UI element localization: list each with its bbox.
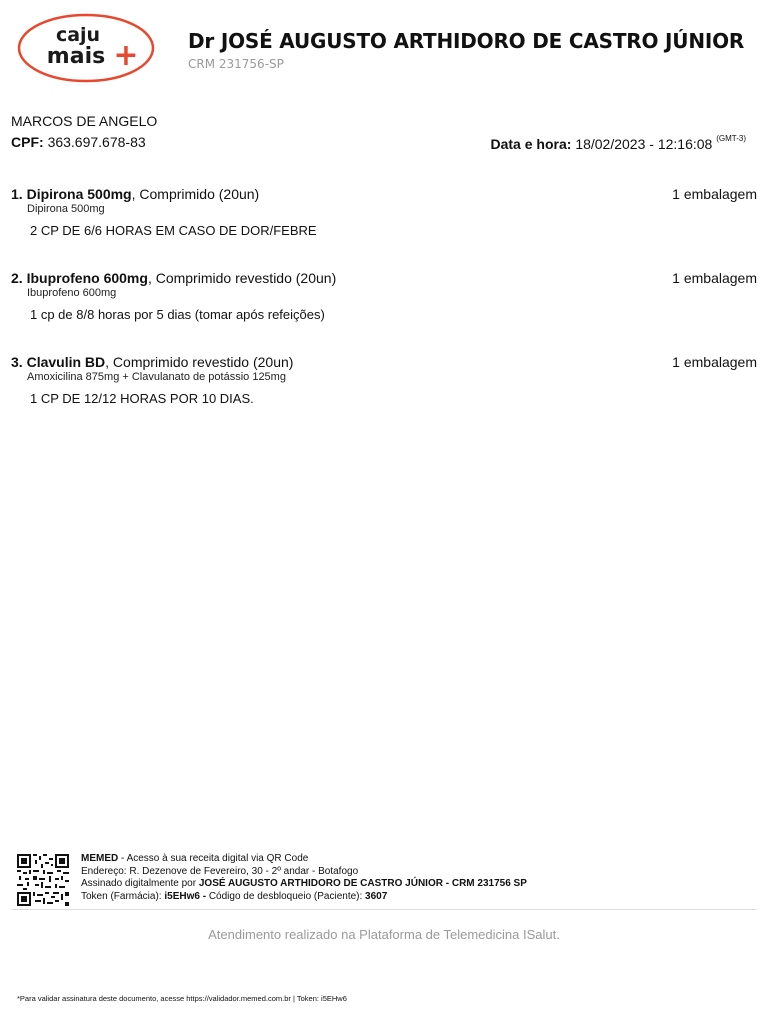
item-title [11,270,757,286]
datetime-value: 18/02/2023 - 12:16:08 [575,136,713,152]
item-form: , Comprimido revestido (20un) [147,270,337,286]
caju-mais-logo [16,12,156,84]
item-quantity: 1 embalagem [672,270,757,286]
cpf-label: CPF: [11,134,44,150]
item-number: 2. [11,270,23,286]
logo-text-top: caju [55,24,101,46]
item-number: 1. [11,186,23,202]
item-composition: Ibuprofeno 600mg [27,287,117,299]
token-prefix: Token (Farmácia): [81,890,165,902]
item-quantity: 1 embalagem [672,354,757,370]
unlock-prefix: Código de desbloqueio (Paciente): [206,890,366,902]
item-instructions: 1 CP DE 12/12 HORAS POR 10 DIAS. [30,391,254,406]
datetime-label: Data e hora: [490,136,572,152]
item-title [11,354,757,370]
item-form: , Comprimido (20un) [131,186,260,202]
address-line: Endereço: R. Dezenove de Fevereiro, 30 - 2º andar - Botafogo [81,865,359,877]
prescription-datetime [491,136,747,152]
cpf-value: 363.697.678-83 [47,134,146,150]
logo-plus: + [113,38,139,73]
footer-divider [11,909,757,910]
item-name: Clavulin BD [26,354,106,370]
timezone: (GMT-3) [716,134,746,143]
doctor-name: Dr JOSÉ AUGUSTO ARTHIDORO DE CASTRO JÚNIOR [188,29,745,53]
item-composition: Dipirona 500mg [27,203,105,215]
item-instructions: 1 cp de 8/8 horas por 5 dias (tomar após refeições) [30,307,325,322]
item-number: 3. [11,354,23,370]
patient-cpf [11,134,146,150]
prescription-item [11,354,757,406]
prescription-item [11,186,757,238]
item-composition: Amoxicilina 875mg + Clavulanato de potássio 125mg [27,371,286,383]
item-name: Ibuprofeno 600mg [26,270,148,286]
unlock-value: 3607 [365,890,388,902]
memed-label: MEMED [81,853,119,864]
signed-line [81,878,527,891]
signed-prefix: Assinado digitalmente por [81,878,199,889]
prescription-item [11,270,757,322]
signature-info [81,853,527,903]
platform-note: Atendimento realizado na Plataforma de Telemedicina ISalut. [208,927,560,942]
item-form: , Comprimido revestido (20un) [105,354,294,370]
memed-line [81,853,527,866]
item-instructions: 2 CP DE 6/6 HORAS EM CASO DE DOR/FEBRE [30,223,317,238]
signed-name: JOSÉ AUGUSTO ARTHIDORO DE CASTRO JÚNIOR - CRM 231756 SP [198,878,527,889]
validation-note: *Para validar assinatura deste documento, acesse https://validador.memed.com.br | Token: i5EHw6 [17,994,347,1003]
token-line [81,891,527,904]
item-title [11,186,757,202]
logo-text-bottom: mais [46,44,106,69]
doctor-crm: CRM 231756-SP [188,57,284,71]
patient-name: MARCOS DE ANGELO [11,113,158,129]
token-value: i5EHw6 - [164,890,207,902]
item-quantity: 1 embalagem [672,186,757,202]
qr-code-icon [17,854,69,906]
memed-text: - Acesso à sua receita digital via QR Code [118,853,309,864]
item-name: Dipirona 500mg [26,186,132,202]
